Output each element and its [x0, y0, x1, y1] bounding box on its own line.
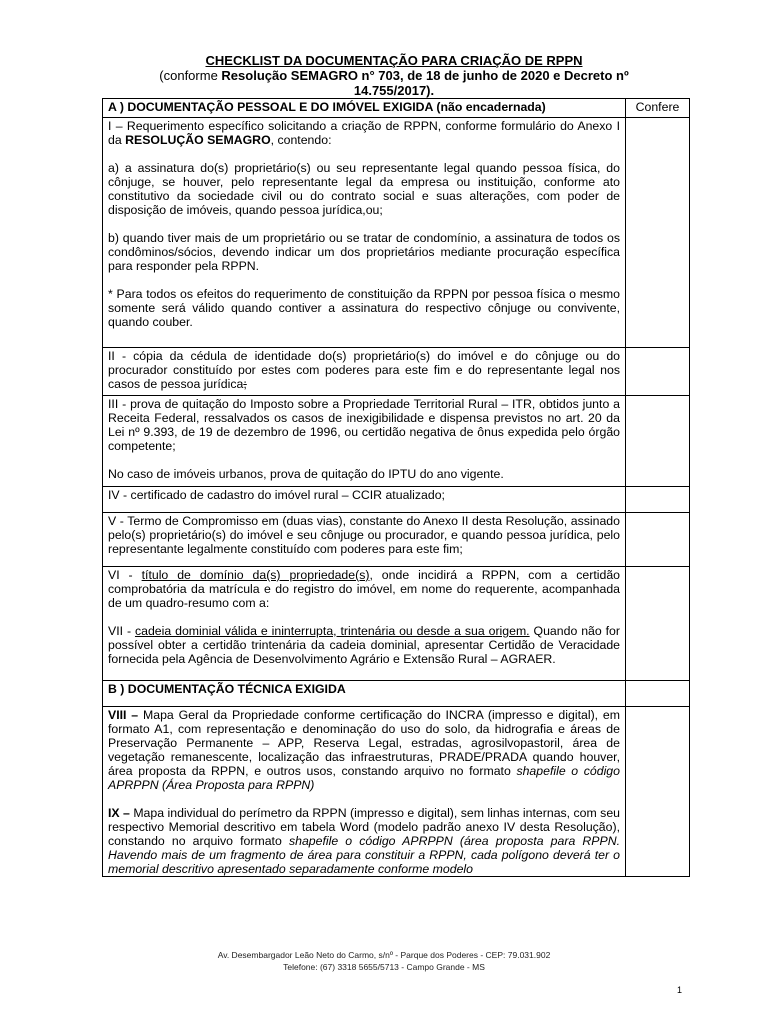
title-line-2-bold: Resolução SEMAGRO n° 703, de 18 de junho de 2020 e Decreto nº [221, 68, 629, 83]
item-i-intro-post: , contendo: [270, 133, 332, 147]
page-number: 1 [676, 985, 682, 995]
item-iii-num: III - [108, 397, 131, 411]
item-viii-text [108, 708, 620, 792]
section-a-header: A ) DOCUMENTAÇÃO PESSOAL E DO IMÓVEL EXIGIDA (não encadernada) [103, 99, 626, 118]
item-vi-text [108, 568, 620, 610]
item-ii-body: cópia da cédula de identidade do(s) proprietário(s) do imóvel e do cônjuge ou do procurador constituído por estes com poderes para este fim e do representante legal nos casos de pessoa jurídica [108, 349, 621, 391]
page-footer [0, 949, 768, 973]
item-iv-check-cell[interactable] [626, 487, 690, 513]
confere-header: Confere [626, 99, 690, 118]
footer-phone: Telefone: (67) 3318 5655/5713 - Campo Grande - MS [283, 962, 485, 972]
item-ix-text [108, 806, 620, 876]
item-i-intro-bold: RESOLUÇÃO SEMAGRO [125, 133, 271, 147]
document-title [100, 53, 688, 98]
item-vi-underlined: título de domínio da(s) propriedade(s) [141, 568, 370, 582]
item-ii-text [108, 349, 620, 391]
item-iv-num: IV - [108, 488, 131, 502]
title-line-3: 14.755/2017). [353, 83, 435, 98]
item-v-row [103, 513, 690, 567]
item-i-a: a) a assinatura do(s) proprietário(s) ou seu representante legal quando pessoa física, do cônjuge, se houver, pelo representante legal da empresa ou instituição, conforme ato constitutivo da sociedade civil ou do contrato social e suas alterações, com poder de disposição de imóveis, quando pessoa jurídica,ou; [108, 161, 620, 217]
section-a-header-row [103, 99, 690, 118]
item-i-intro-pre: I – Requerimento específico solicitando a criação de RPPN, conforme formulário do Anexo I da [108, 119, 620, 147]
item-iv-row [103, 487, 690, 513]
title-line-2-pre: (conforme [159, 68, 222, 83]
item-i-check-cell[interactable] [626, 118, 690, 348]
item-vii-body: Quando não for possível obter a certidão trintenária da cadeia dominial, apresentar Certidão de Veracidade fornecida pela Agência de Desenvolvimento Agrário e Extensão Rural – AGRAER. [108, 624, 620, 666]
item-iv-body: certificado de cadastro do imóvel rural – CCIR atualizado; [130, 488, 445, 502]
item-vii-underlined: cadeia dominial válida e ininterrupta, trintenária ou desde a sua origem. [134, 624, 530, 638]
title-line-2 [100, 68, 688, 83]
item-iii-cell [103, 396, 626, 487]
item-ii-row [103, 348, 690, 396]
item-i-intro [108, 119, 620, 147]
item-ix-body: Mapa individual do perímetro da RPPN (impresso e digital), sem linhas internas, com seu respectivo Memorial descritivo em tabela Word (modelo padrão anexo IV desta Resolução), constando no arquivo formato [108, 806, 620, 848]
item-ii-num: II - [108, 349, 134, 363]
item-viii-ix-cell [103, 707, 626, 877]
item-iii-urban: No caso de imóveis urbanos, prova de quitação do IPTU do ano vigente. [108, 467, 504, 481]
item-iii-check-cell[interactable] [626, 396, 690, 487]
item-ix-italic: shapefile o código APRPPN (área proposta para RPPN. Havendo mais de um fragmento de área para constituir a RPPN, cada polígono deverá ter o memorial descritivo apresentado separadamente conforme modelo [108, 834, 620, 876]
section-b-header: B ) DOCUMENTAÇÃO TÉCNICA EXIGIDA [103, 681, 626, 707]
item-viii-body: Mapa Geral da Propriedade conforme certificação do INCRA (impresso e digital), em formato A1, com representação e denominação do uso do solo, da hidrografia e áreas de Preservação Permanente – APP, Reserva Legal, estradas, agrosilvopastoril, área de vegetação remanescente, localização das infraestruturas, PRADE/PRADA quando houver, área proposta da RPPN, e outros usos, constando arquivo no formato [108, 708, 621, 778]
item-viii-ix-row [103, 707, 690, 877]
item-v-text [108, 514, 620, 556]
item-i-note: * Para todos os efeitos do requerimento de constituição da RPPN por pessoa física o mesmo somente será válido quando contiver a assinatura do respectivo cônjuge ou convivente, quando couber. [108, 287, 620, 329]
item-iv-cell [103, 487, 626, 513]
item-ii-cell [103, 348, 626, 396]
title-line-1: CHECKLIST DA DOCUMENTAÇÃO PARA CRIAÇÃO DE RPPN [205, 53, 583, 68]
item-vi-vii-row [103, 567, 690, 681]
item-iii-text [108, 397, 620, 453]
item-vi-body: , onde incidirá a RPPN, com a certidão comprobatória da matrícula e do registro do imóvel, em nome do requerente, acompanhada de um quadro-resumo com a: [108, 568, 621, 610]
item-vi-vii-check-cell[interactable] [626, 567, 690, 681]
item-viii-num: VIII – [108, 708, 143, 722]
footer-address: Av. Desembargador Leão Neto do Carmo, s/nº - Parque dos Poderes - CEP: 79.031.902 [217, 950, 551, 960]
item-iii-body: prova de quitação do Imposto sobre a Propriedade Territorial Rural – ITR, obtidos junto a Receita Federal, ressalvados os casos de inexigibilidade e dispensa previstos no art. 20 da Lei nº 9.393, de 19 de dezembro de 1996, ou certidão negativa de ônus expedida pelo órgão competente; [108, 397, 620, 453]
item-viii-italic: shapefile o código APRPPN (Área Proposta para RPPN) [108, 764, 620, 792]
item-iii-row [103, 396, 690, 487]
item-vii-text [108, 624, 620, 666]
item-i-row [103, 118, 690, 348]
item-vi-num: VI - [108, 568, 142, 582]
section-b-header-row [103, 681, 690, 707]
item-i-cell [103, 118, 626, 348]
item-vi-vii-cell [103, 567, 626, 681]
checklist-table [102, 98, 690, 877]
section-b-check-cell [626, 681, 690, 707]
item-ix-num: IX – [108, 806, 134, 820]
item-v-num: V - [108, 514, 128, 528]
item-iv-text [108, 488, 620, 502]
item-i-b: b) quando tiver mais de um proprietário ou se tratar de condomínio, a assinatura de todos os condôminos/sócios, devendo indicar um dos proprietários mediante procuração específica para responder pela RPPN. [108, 231, 620, 273]
item-ii-end: ; [243, 377, 247, 391]
item-v-body: Termo de Compromisso em (duas vias), constante do Anexo II desta Resolução, assinado pelo(s) proprietário(s) do imóvel e seu cônjuge ou procurador, e quando pessoa jurídica, pelo representante legalmente constituído com poderes para este fim; [108, 514, 620, 556]
item-viii-ix-check-cell[interactable] [626, 707, 690, 877]
item-vii-num: VII - [108, 624, 135, 638]
item-v-check-cell[interactable] [626, 513, 690, 567]
item-v-cell [103, 513, 626, 567]
item-ii-check-cell[interactable] [626, 348, 690, 396]
